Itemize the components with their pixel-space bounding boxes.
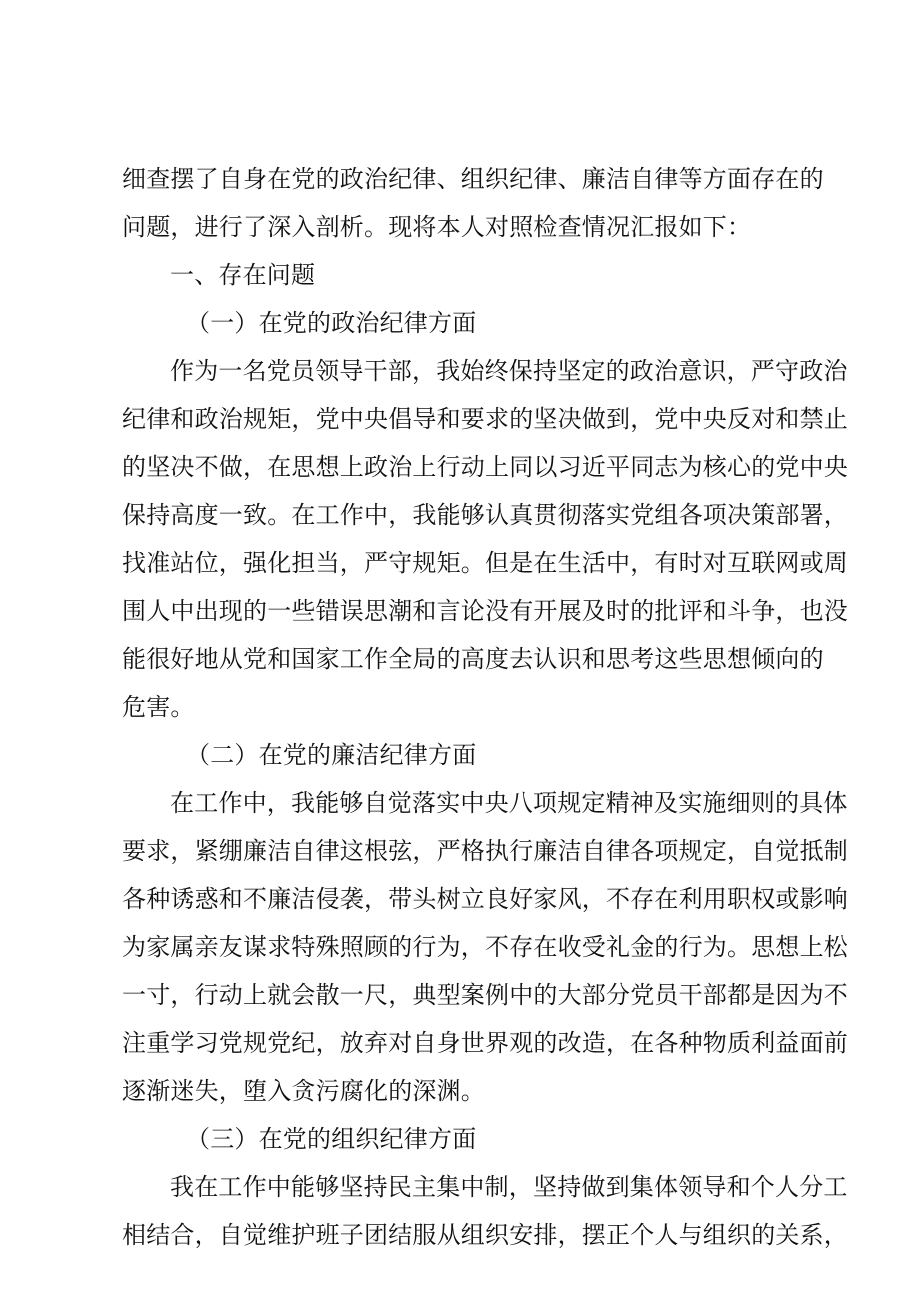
subsection-heading: （一）在党的政治纪律方面 (186, 309, 477, 337)
body-line: 一寸，行动上就会散一尺，典型案例中的大部分党员干部都是因为不 (122, 981, 848, 1009)
body-line: 危害。 (122, 693, 195, 721)
body-line: 的坚决不做，在思想上政治上行动上同以习近平同志为核心的党中央 (122, 453, 848, 481)
body-line: 保持高度一致。在工作中，我能够认真贯彻落实党组各项决策部署， (122, 501, 848, 529)
body-line: 相结合，自觉维护班子团结服从组织安排，摆正个人与组织的关系， (122, 1221, 848, 1249)
subsection-heading: （三）在党的组织纪律方面 (186, 1125, 477, 1153)
body-line: 我在工作中能够坚持民主集中制，坚持做到集体领导和个人分工 (170, 1173, 848, 1201)
body-line: 为家属亲友谋求特殊照顾的行为，不存在收受礼金的行为。思想上松 (122, 933, 848, 961)
body-line: 注重学习党规党纪，放弃对自身世界观的改造，在各种物质利益面前 (122, 1029, 848, 1057)
body-line: 在工作中，我能够自觉落实中央八项规定精神及实施细则的具体 (170, 789, 848, 817)
body-line: 作为一名党员领导干部，我始终保持坚定的政治意识，严守政治 (170, 357, 848, 385)
body-line: 能很好地从党和国家工作全局的高度去认识和思考这些思想倾向的 (122, 645, 824, 673)
body-line: 细查摆了自身在党的政治纪律、组织纪律、廉洁自律等方面存在的 (122, 165, 824, 193)
section-heading: 一、存在问题 (170, 261, 316, 289)
subsection-heading: （二）在党的廉洁纪律方面 (186, 741, 477, 769)
body-line: 逐渐迷失，堕入贪污腐化的深渊。 (122, 1077, 485, 1105)
body-line: 问题，进行了深入剖析。现将本人对照检查情况汇报如下： (122, 213, 752, 241)
body-line: 纪律和政治规矩，党中央倡导和要求的坚决做到，党中央反对和禁止 (122, 405, 848, 433)
body-line: 要求，紧绷廉洁自律这根弦，严格执行廉洁自律各项规定，自觉抵制 (122, 837, 848, 865)
body-line: 找准站位，强化担当，严守规矩。但是在生活中，有时对互联网或周 (122, 549, 848, 577)
body-line: 围人中出现的一些错误思潮和言论没有开展及时的批评和斗争，也没 (122, 597, 848, 625)
body-line: 各种诱惑和不廉洁侵袭，带头树立良好家风，不存在利用职权或影响 (122, 885, 848, 913)
